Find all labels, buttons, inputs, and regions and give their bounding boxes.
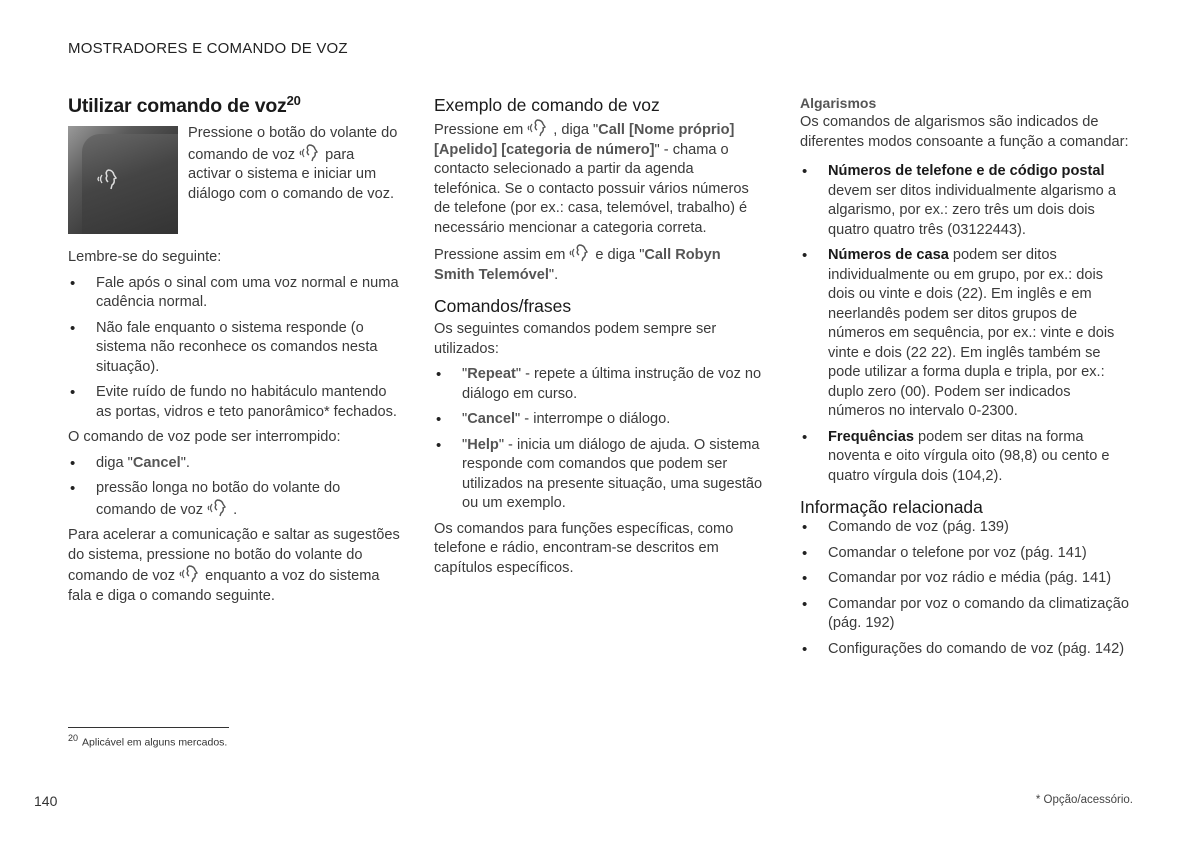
list-item (800, 428, 1130, 487)
text: " - chama o contacto selecionado a partir da agenda telefónica. Se o contacto possuir vários números de telefone (por ex.: casa, telemóvel, trabalho) é necessário mencionar a categoria correta. (434, 141, 749, 236)
command-call-robyn: Call Robyn Smith Telemóvel (434, 247, 721, 283)
command-help: Help (467, 436, 499, 453)
text: ". (180, 454, 190, 471)
skip-paragraph (68, 526, 400, 606)
digits-list (800, 162, 1130, 486)
voice-command-icon (179, 565, 201, 583)
text: devem ser ditos individualmente algarismo a algarismo, por ex.: zero três um dois dois quatro quatro três (03122443). (828, 182, 1116, 238)
digits-intro: Os comandos de algarismos são indicados de diferentes modos consoante a função a comandar: (800, 114, 1129, 150)
voice-command-icon (96, 168, 122, 190)
intro-text-b: para activar o sistema e iniciar um diálogo com o comando de voz. (188, 146, 395, 202)
text: pressão longa no botão do volante do comando de voz (96, 480, 341, 518)
text: enquanto a voz do sistema fala e diga o comando seguinte. (68, 568, 380, 604)
heading-commands: Comandos/frases (434, 296, 572, 316)
column-1 (68, 94, 400, 612)
heading-related: Informação relacionada (800, 497, 983, 517)
related-list (800, 518, 1130, 659)
text: podem ser ditas na forma noventa e oito vírgula oito (98,8) ou cento e quatro vírgula dois (104,2). (828, 428, 1110, 484)
command-cancel: Cancel (467, 411, 516, 427)
text: Pressione em (434, 122, 524, 138)
remember-label: Lembre-se do seguinte: (68, 249, 222, 265)
intro-text-a: Pressione o botão do volante do comando de voz (188, 125, 398, 163)
command-call-name: Call [Nome próprio] [Apelido] [categoria de número] (434, 122, 735, 158)
related-link[interactable]: • Comando de voz (pág. 139) (800, 518, 1130, 538)
related-link[interactable]: • Comandar por voz o comando da climatização (pág. 192) (800, 595, 1130, 634)
footnote-divider (68, 727, 229, 728)
digits-type-phone: Números de telefone e de código postal (828, 163, 1105, 179)
digits-type-frequency: Frequências (828, 428, 914, 445)
related-link[interactable]: • Configurações do comando de voz (pág. 142) (800, 640, 1130, 660)
example-paragraph-2 (434, 244, 764, 285)
steering-wheel-button-photo (68, 126, 178, 234)
command-cancel: Cancel (132, 454, 181, 471)
list-item: • "Help" - inicia um diálogo de ajuda. O sistema responde com comandos que podem ser utilizados na presente situação, uma sugestão ou um exemplo. (434, 436, 764, 514)
intro-block (68, 124, 400, 234)
commands-list (434, 365, 764, 514)
interrupt-list (68, 454, 400, 521)
text: " - repete a última instrução de voz no diálogo em curso. (462, 366, 762, 402)
heading-example: Exemplo de comando de voz (434, 95, 660, 115)
list-item (68, 454, 400, 474)
voice-command-icon (527, 119, 549, 137)
column-3 (800, 94, 1130, 665)
remember-list (68, 274, 400, 423)
text: . (233, 501, 238, 518)
text: " - interrompe o diálogo. (515, 411, 671, 427)
footnote-ref[interactable]: 20 (286, 93, 301, 108)
list-item (800, 246, 1130, 422)
voice-command-icon (207, 499, 229, 517)
commands-outro: Os comandos para funções específicas, como telefone e rádio, encontram-se descritos em capítulos específicos. (434, 520, 734, 576)
list-item: • "Repeat" - repete a última instrução de voz no diálogo em curso. (434, 365, 764, 404)
list-item: • Evite ruído de fundo no habitáculo mantendo as portas, vidros e teto panorâmico* fechados. (68, 383, 400, 422)
text: podem ser ditos individualmente ou em grupo, por ex.: dois dois ou vinte e dois (22). Em inglês e em neerlandês podem ser ditos grupos de números em sequência, por ex.: vinte e dois vinte e dois (22 22). Em inglês também se pode utilizar a forma dupla e tripla, por ex.: duplo zero (00). Podem ser indicados números no intervalo 0-2300. (828, 247, 1115, 419)
related-link[interactable]: • Comandar por voz rádio e média (pág. 141) (800, 569, 1130, 589)
option-accessory-note: * Opção/acessório. (1035, 794, 1133, 806)
list-item: • Fale após o sinal com uma voz normal e numa cadência normal. (68, 274, 400, 313)
footnote-number: 20 (68, 733, 79, 743)
interrupt-label: O comando de voz pode ser interrompido: (68, 429, 341, 445)
list-item (800, 162, 1130, 240)
list-item: • Não fale enquanto o sistema responde (o sistema não reconhece os comandos nesta situação). (68, 319, 400, 378)
list-item (68, 479, 400, 520)
voice-command-icon (299, 144, 321, 162)
text: ". (548, 266, 559, 283)
text: Para acelerar a comunicação e saltar as sugestões do sistema, pressione no botão do volante do comando de voz (68, 527, 400, 584)
section-title (68, 94, 400, 118)
section-title-text: Utilizar comando de voz (68, 95, 287, 117)
page-number: 140 (34, 793, 58, 809)
text: e diga " (595, 247, 645, 263)
digits-type-house: Números de casa (828, 247, 949, 263)
example-paragraph-1 (434, 119, 764, 238)
command-repeat: Repeat (467, 366, 516, 382)
text: , diga " (553, 122, 599, 138)
list-item: • "Cancel" - interrompe o diálogo. (434, 410, 764, 430)
footnote (68, 733, 227, 749)
heading-digits: Algarismos (800, 95, 877, 111)
text: diga " (96, 454, 133, 471)
voice-command-icon (569, 244, 591, 262)
column-2 (434, 94, 764, 584)
commands-intro: Os seguintes comandos podem sempre ser utilizados: (434, 321, 717, 357)
footnote-text: Aplicável em alguns mercados. (82, 736, 228, 749)
text: " - inicia um diálogo de ajuda. O sistema responde com comandos que podem ser utilizados na presente situação, uma sugestão ou um exemplo. (462, 436, 763, 511)
text: Pressione assim em (434, 247, 566, 263)
running-header: MOSTRADORES E COMANDO DE VOZ (68, 40, 348, 57)
related-link[interactable]: • Comandar o telefone por voz (pág. 141) (800, 544, 1130, 564)
